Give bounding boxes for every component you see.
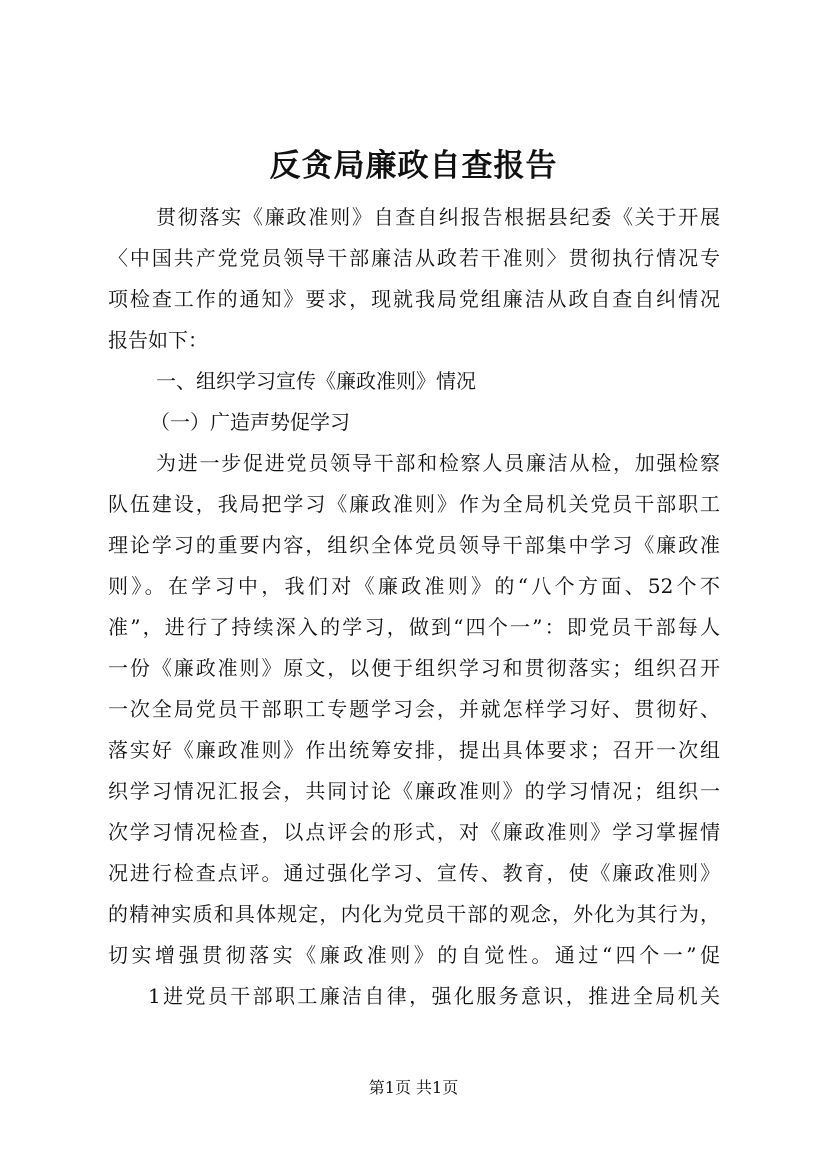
body-line: 况进行检查点评。通过强化学习、宣传、教育，使《廉政准则》 (108, 861, 720, 885)
body-line: 织学习情况汇报会，共同讨论《廉政准则》的学习情况；组织一 (108, 779, 720, 803)
body-line: 则》。在学习中，我们对《廉政准则》的“八个方面、52个不 (108, 574, 720, 598)
body-line: 一份《廉政准则》原文，以便于组织学习和贯彻落实；组织召开 (108, 656, 720, 680)
page-footer: 第1页 共1页 (368, 1078, 459, 1097)
body-line: 报告如下： (108, 328, 208, 352)
body-line: 〈中国共产党党员领导干部廉洁从政若干准则〉贯彻执行情况专 (108, 246, 720, 270)
body-line: 次学习情况检查，以点评会的形式，对《廉政准则》学习掌握情 (108, 820, 720, 844)
body-line: 队伍建设，我局把学习《廉政准则》作为全局机关党员干部职工 (108, 492, 720, 516)
body-line: 一次全局党员干部职工专题学习会，并就怎样学习好、贯彻好、 (108, 697, 720, 721)
body-line: 贯彻落实《廉政准则》自查自纠报告根据县纪委《关于开展 (156, 205, 720, 229)
body-line: 1进党员干部职工廉洁自律，强化服务意识，推进全局机关 (148, 984, 720, 1008)
body-line: 准”，进行了持续深入的学习，做到“四个一”：即党员干部每人 (108, 615, 720, 639)
subsection-heading: （一）广造声势促学习 (150, 410, 350, 434)
body-line: 的精神实质和具体规定，内化为党员干部的观念，外化为其行为， (108, 902, 720, 926)
body-line: 理论学习的重要内容，组织全体党员领导干部集中学习《廉政准 (108, 533, 720, 557)
section-heading: 一、组织学习宣传《廉政准则》情况 (156, 369, 476, 393)
page-title: 反贪局廉政自查报告 (269, 148, 558, 184)
body-line: 项检查工作的通知》要求，现就我局党组廉洁从政自查自纠情况 (108, 287, 720, 311)
body-line: 为进一步促进党员领导干部和检察人员廉洁从检，加强检察 (156, 451, 720, 475)
body-line: 落实好《廉政准则》作出统筹安排，提出具体要求；召开一次组 (108, 738, 720, 762)
body-line: 切实增强贯彻落实《廉政准则》的自觉性。通过“四个一”促 (108, 943, 720, 967)
